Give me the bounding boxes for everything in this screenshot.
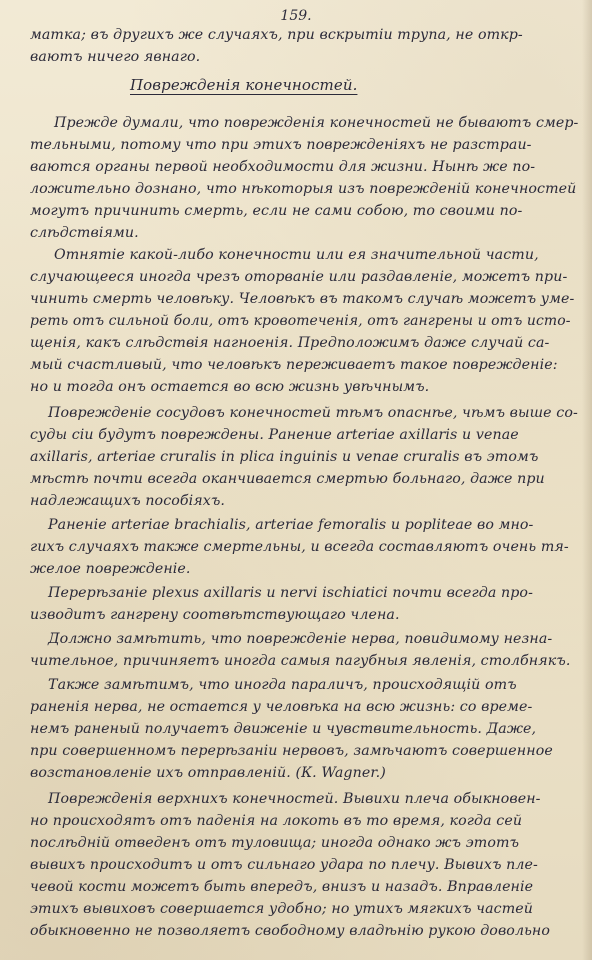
text-line: гихъ случаяхъ также смертельны, и всегда составляютъ очень тя- <box>30 539 569 555</box>
page-edge-shadow <box>582 0 592 960</box>
text-line: могутъ причинить смерть, если не сами собою, то своими по- <box>30 203 523 219</box>
text-line: изводитъ гангрену соотвѣтствующаго члена. <box>30 607 400 623</box>
text-line: мый счастливый, что человѣкъ переживаетъ такое поврежденіе: <box>30 357 558 373</box>
text-line: вывихъ происходитъ и отъ сильнаго удара по плечу. Вывихъ пле- <box>30 857 538 873</box>
section-heading: Поврежденія конечностей. <box>130 76 358 94</box>
text-line: Раненіе arteriae brachialis, arteriae femoralis и poplitеae во мно- <box>48 517 534 533</box>
text-line: немъ раненый получаетъ движеніе и чувствительность. Даже, <box>30 721 537 737</box>
text-line: возстановленіе ихъ отправленій. (К. Wagner.) <box>30 765 386 781</box>
text-line: раненія нерва, не остается у человѣка на всю жизнь: со време- <box>30 699 533 715</box>
text-line: желое поврежденіе. <box>30 561 191 577</box>
text-line: ваются органы первой необходимости для жизни. Нынѣ же по- <box>30 159 536 175</box>
text-line: Должно замѣтить, что поврежденіе нерва, повидимому незна- <box>48 631 553 647</box>
text-line: Отнятіе какой-либо конечности или ея значительной части, <box>54 247 539 263</box>
text-line: послѣдній отведенъ отъ туловища; иногда однако жъ этотъ <box>30 835 520 851</box>
text-line: но происходятъ отъ паденія на локоть въ то время, когда сей <box>30 813 523 829</box>
text-line: чительное, причиняетъ иногда самыя пагубныя явленія, столбнякъ. <box>30 653 571 669</box>
text-line: Поврежденіе сосудовъ конечностей тѣмъ опаснѣе, чѣмъ выше со- <box>48 405 578 421</box>
page-number: 159. <box>280 8 312 24</box>
text-line: ложительно дознано, что нѣкоторыя изъ поврежденій конечностей <box>30 181 577 197</box>
text-line: чинить смерть человѣку. Человѣкъ въ такомъ случаѣ можетъ уме- <box>30 291 575 307</box>
text-line: при совершенномъ перерѣзаніи нервовъ, замѣчаютъ совершенное <box>30 743 553 759</box>
text-line: Поврежденія верхнихъ конечностей. Вывихи плеча обыкновен- <box>48 791 541 807</box>
text-line: Также замѣтимъ, что иногда параличъ, происходящій отъ <box>48 677 517 693</box>
text-line: матка; въ другихъ же случаяхъ, при вскрытіи трупа, не откр- <box>30 27 523 43</box>
text-line: щенія, какъ слѣдствія нагноенія. Предположимъ даже случай са- <box>30 335 550 351</box>
text-line: надлежащихъ пособіяхъ. <box>30 493 226 509</box>
text-line: чевой кости можетъ быть впередъ, внизъ и назадъ. Вправленіе <box>30 879 534 895</box>
text-line: но и тогда онъ остается во всю жизнь увѣчнымъ. <box>30 379 430 395</box>
text-line: слѣдствіями. <box>30 225 139 241</box>
text-line: Перерѣзаніе plexus axillaris и nervi ischiatici почти всегда про- <box>48 585 533 601</box>
text-line: Прежде думали, что поврежденія конечностей не бываютъ смер- <box>54 115 579 131</box>
text-line: этихъ вывиховъ совершается удобно; но утихъ мягкихъ частей <box>30 901 533 917</box>
text-line: суды сіи будутъ повреждены. Ранение arteriae axillaris и venae <box>30 427 519 443</box>
text-line: случающееся иногда чрезъ оторваніе или раздавленіе, можетъ при- <box>30 269 568 285</box>
text-line: ваютъ ничего явнаго. <box>30 49 201 65</box>
text-line: мѣстѣ почти всегда оканчивается смертью больнаго, даже при <box>30 471 545 487</box>
text-line: тельными, потому что при этихъ поврежденіяхъ не разстраи- <box>30 137 532 153</box>
text-line: обыкновенно не позволяетъ свободному владѣнію рукою довольно <box>30 923 550 939</box>
text-line: axillaris, arteriae cruralis in plica inguinis и venae cruralis въ этомъ <box>30 449 539 465</box>
text-line: реть отъ сильной боли, отъ кровотеченія, отъ гангрены и отъ исто- <box>30 313 571 329</box>
